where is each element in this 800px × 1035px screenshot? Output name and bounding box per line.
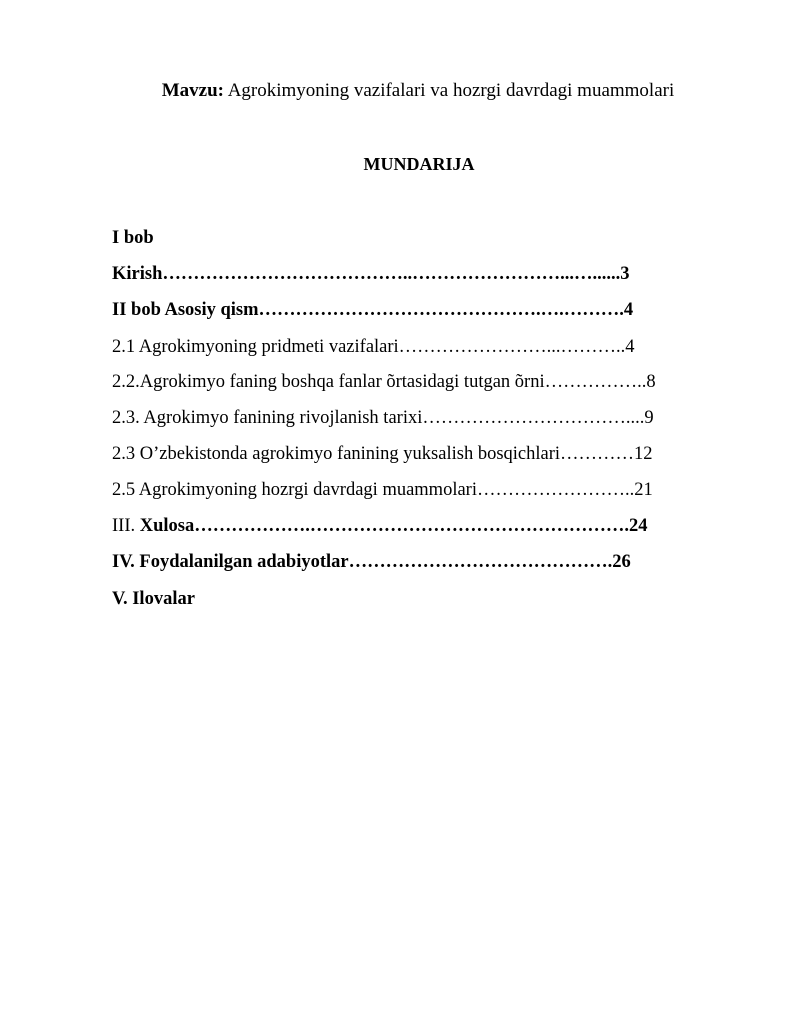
toc-section-2-5: 2.5 Agrokimyoning hozrgi davrdagi muammolari……………………..21 bbox=[112, 480, 653, 500]
toc-chapter-1: I bob bbox=[112, 228, 154, 248]
toc-section-2-3: 2.3. Agrokimyo fanining rivojlanish tarixi……………………………....9 bbox=[112, 408, 654, 428]
toc-chapter-2: II bob Asosiy qism……………………………………….….……….4 bbox=[112, 300, 634, 320]
toc-chapter-4: IV. Foydalanilgan adabiyotlar…………………………………….26 bbox=[112, 552, 631, 572]
toc-heading: MUNDARIJA bbox=[363, 154, 475, 174]
toc-section-2-1: 2.1 Agrokimyoning pridmeti vazifalari……………………...………..4 bbox=[112, 337, 635, 357]
topic-label: Mavzu: bbox=[161, 80, 224, 101]
topic-line bbox=[0, 80, 800, 102]
toc-section-2-4: 2.3 O’zbekistonda agrokimyo fanining yuksalish bosqichlari…………12 bbox=[112, 444, 653, 464]
toc-section-2-2: 2.2.Agrokimyo faning boshqa fanlar õrtasidagi tutgan õrni……………..8 bbox=[112, 372, 656, 392]
toc-chapter-3-number: III. bbox=[112, 516, 140, 536]
toc-chapter-3-title: Xulosa……………….…………………………………………….24 bbox=[139, 516, 648, 536]
toc-chapter-3 bbox=[112, 514, 647, 538]
toc-chapter-5: V. Ilovalar bbox=[112, 589, 195, 609]
topic-text: Agrokimyoning vazifalari va hozrgi davrdagi muammolari bbox=[224, 80, 675, 101]
toc-entry-kirish: Kirish…………………………………..……………………...…......3 bbox=[112, 264, 630, 284]
